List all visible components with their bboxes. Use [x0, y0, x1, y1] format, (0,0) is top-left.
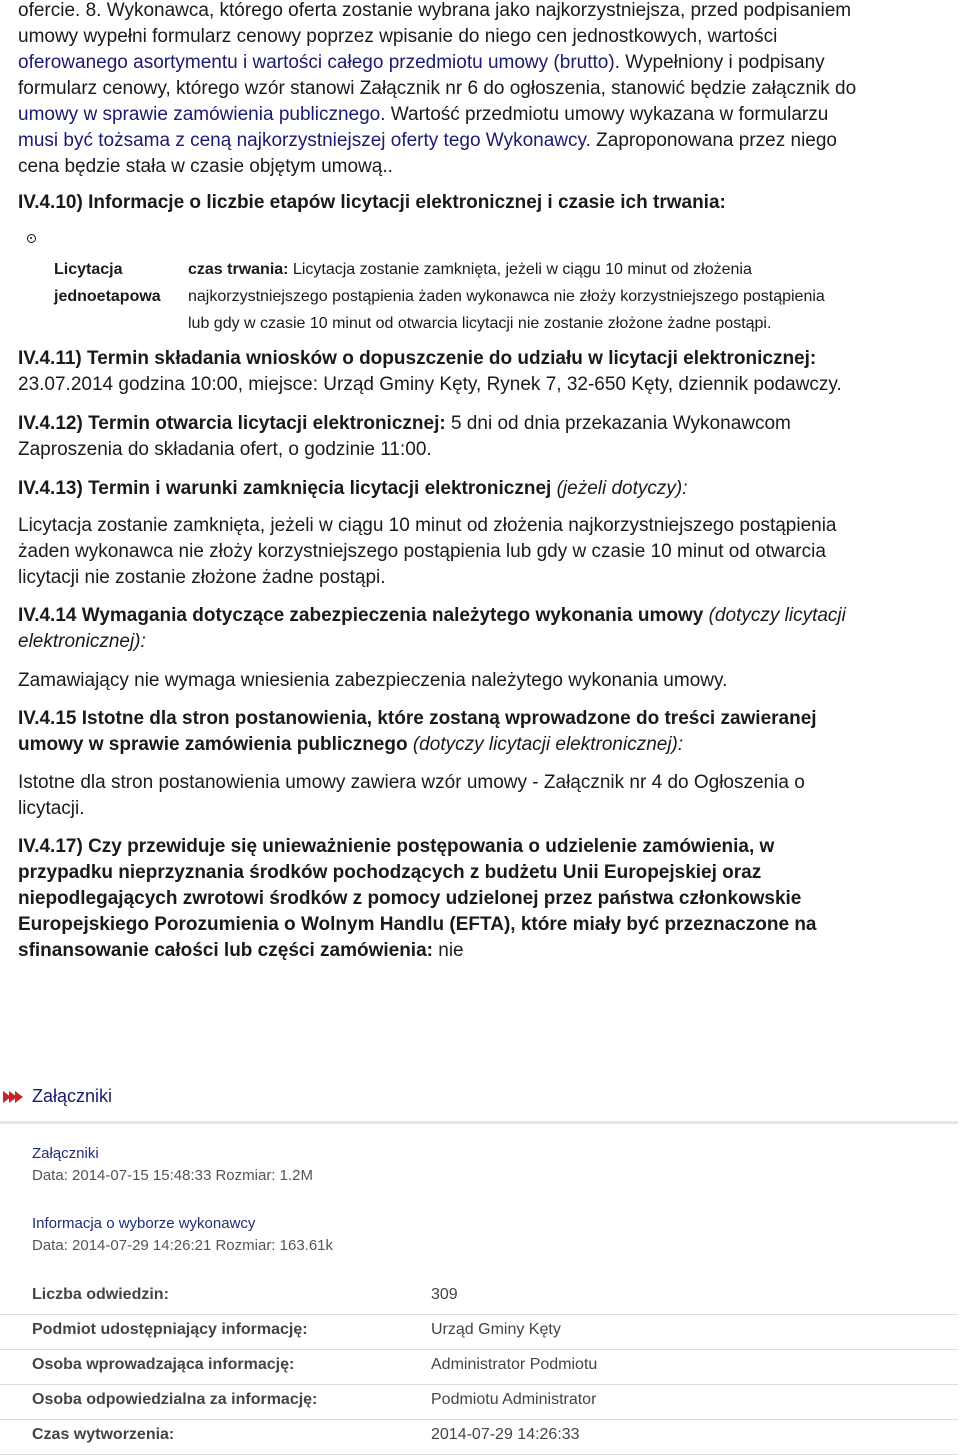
info-label: Osoba wprowadzająca informację: [32, 1356, 295, 1373]
auction-duration-line: lub gdy w czasie 10 minut od otwarcia licytacji nie zostanie złożone żadne postąpi. [188, 315, 772, 332]
section-text: żaden wykonawca nie złoży korzystniejszego postąpienia lub gdy w czasie 10 minut od otwarcia [18, 541, 826, 562]
auction-duration-line [188, 256, 948, 283]
section-iv-4-14-text [18, 668, 946, 694]
attachment-link[interactable]: Załączniki [32, 1145, 99, 1162]
intro-line: cena będzie stała w czasie objętym umową.. [18, 156, 393, 177]
auction-type-line: Licytacja [54, 261, 123, 278]
section-note: (dotyczy licytacji elektronicznej): [407, 734, 684, 755]
auction-duration [188, 256, 948, 337]
intro-text: Wypełniony i podpisany [619, 52, 825, 73]
section-iv-4-15-text [18, 770, 946, 822]
section-title: IV.4.13) Termin i warunki zamknięcia licytacji elektronicznej [18, 478, 552, 499]
section-text: Zamawiający nie wymaga wniesienia zabezpieczenia należytego wykonania umowy. [18, 670, 728, 691]
intro-line: ofercie. 8. Wykonawca, którego oferta zostanie wybrana jako najkorzystniejsza, przed podpisaniem [18, 0, 852, 21]
attachments-header [0, 1083, 960, 1113]
intro-line: umowy wypełni formularz cenowy poprzez wpisanie do niego cen jednostkowych, wartości [18, 26, 778, 47]
duration-text: Licytacja zostanie zamknięta, jeżeli w ciągu 10 minut od złożenia [288, 261, 752, 278]
intro-text: oferowanego asortymentu i wartości całego przedmiotu umowy (brutto). [18, 52, 620, 73]
intro-text: musi być tożsama z ceną najkorzystniejszej oferty tego Wykonawcy. [18, 130, 591, 151]
section-title: IV.4.14 Wymagania dotyczące zabezpieczenia należytego wykonania umowy [18, 605, 704, 626]
section-iv-4-12 [18, 411, 946, 463]
intro-paragraph [18, 0, 946, 180]
info-row-visits [0, 1280, 958, 1314]
double-arrow-icon [3, 1091, 23, 1103]
info-label: Osoba odpowiedzialna za informację: [32, 1391, 318, 1408]
info-row-entered-by [0, 1349, 958, 1384]
attachment-meta: Data: 2014-07-29 14:26:21 Rozmiar: 163.61k [32, 1237, 334, 1254]
section-line [18, 603, 946, 629]
section-iv-4-15 [18, 706, 946, 758]
section-iv-4-17 [18, 834, 946, 964]
section-text: 5 dni od dnia przekazania Wykonawcom [445, 413, 791, 434]
intro-text: umowy w sprawie zamówienia publicznego. [18, 104, 386, 125]
section-title: IV.4.11) Termin składania wniosków o dopuszczenie do udziału w licytacji elektronicznej: [18, 348, 817, 369]
attachment-file [32, 1143, 313, 1187]
section-text: licytacji. [18, 798, 85, 819]
info-value: Podmiotu Administrator [431, 1391, 597, 1408]
info-value: 2014-07-29 14:26:33 [431, 1426, 580, 1443]
attachment-meta: Data: 2014-07-15 15:48:33 Rozmiar: 1.2M [32, 1167, 313, 1184]
info-value: Administrator Podmiotu [431, 1356, 598, 1373]
section-text: licytacji nie zostanie złożone żadne postąpi. [18, 567, 386, 588]
section-iv-4-14 [18, 603, 946, 655]
section-text: Zaproszenia do składania ofert, o godzinie 11:00. [18, 439, 432, 460]
section-text: Licytacja zostanie zamknięta, jeżeli w ciągu 10 minut od złożenia najkorzystniejszego postąpienia [18, 515, 837, 536]
intro-line [18, 102, 946, 128]
section-title: przypadku nieprzyznania środków pochodzących z budżetu Unii Europejskiej oraz [18, 862, 762, 883]
section-title: sfinansowanie całości lub części zamówienia: [18, 940, 433, 961]
section-answer: nie [432, 940, 464, 961]
section-line [18, 938, 946, 964]
section-text: Istotne dla stron postanowienia umowy zawiera wzór umowy - Załącznik nr 4 do Ogłoszenia o [18, 772, 805, 793]
section-note: elektronicznej): [18, 631, 146, 652]
info-table [0, 1280, 958, 1455]
section-title: umowy w sprawie zamówienia publicznego [18, 734, 408, 755]
auction-type-label [54, 256, 184, 310]
section-title: Europejskiego Porozumienia o Wolnym Handlu (EFTA), które miały być przeznaczone na [18, 914, 817, 935]
section-iv-4-11 [18, 346, 946, 398]
section-iv-4-13-text [18, 513, 946, 591]
section-line [18, 732, 946, 758]
info-row-created [0, 1419, 958, 1455]
section-line [18, 411, 946, 437]
section-title: IV.4.12) Termin otwarcia licytacji elektronicznej: [18, 413, 446, 434]
section-iv-4-13 [18, 476, 946, 502]
intro-text: Wartość przedmiotu umowy wykazana w formularzu [385, 104, 829, 125]
info-row-responsible [0, 1384, 958, 1419]
attachment-file [32, 1213, 333, 1257]
intro-line [18, 128, 946, 154]
info-label: Liczba odwiedzin: [32, 1286, 169, 1303]
section-iv-4-10 [18, 190, 946, 216]
info-row-provider [0, 1314, 958, 1349]
section-note: (jeżeli dotyczy): [551, 478, 688, 499]
attachments-title: Załączniki [32, 1086, 113, 1106]
info-label: Podmiot udostępniający informację: [32, 1321, 308, 1338]
section-title: IV.4.15 Istotne dla stron postanowienia, które zostaną wprowadzone do treści zawieranej [18, 708, 817, 729]
auction-type-line: jednoetapowa [54, 288, 161, 305]
section-title: IV.4.10) Informacje o liczbie etapów licytacji elektronicznej i czasie ich trwania: [18, 192, 726, 213]
info-value: 309 [431, 1286, 458, 1303]
intro-line: formularz cenowy, którego wzór stanowi Załącznik nr 6 do ogłoszenia, stanowić będzie załącznik do [18, 78, 857, 99]
attachment-link[interactable]: Informacja o wyborze wykonawcy [32, 1215, 256, 1232]
section-text: 23.07.2014 godzina 10:00, miejsce: Urząd Gminy Kęty, Rynek 7, 32-650 Kęty, dziennik podawczy. [18, 374, 842, 395]
intro-text: Zaproponowana przez niego [590, 130, 837, 151]
info-label: Czas wytworzenia: [32, 1426, 175, 1443]
auction-duration-line: najkorzystniejszego postąpienia żaden wykonawca nie złoży korzystniejszego postąpienia [188, 288, 825, 305]
section-title: IV.4.17) Czy przewiduje się unieważnienie postępowania o udzielenie zamówienia, w [18, 836, 775, 857]
attachments-divider [0, 1121, 958, 1124]
info-value: Urząd Gminy Kęty [431, 1321, 561, 1338]
section-note: (dotyczy licytacji [703, 605, 846, 626]
intro-line [18, 50, 946, 76]
radio-bullet-icon [27, 234, 36, 243]
section-title: niepodlegających zwrotowi środków z pomocy udzielonej przez państwa członkowskie [18, 888, 802, 909]
duration-label: czas trwania: [188, 261, 289, 278]
